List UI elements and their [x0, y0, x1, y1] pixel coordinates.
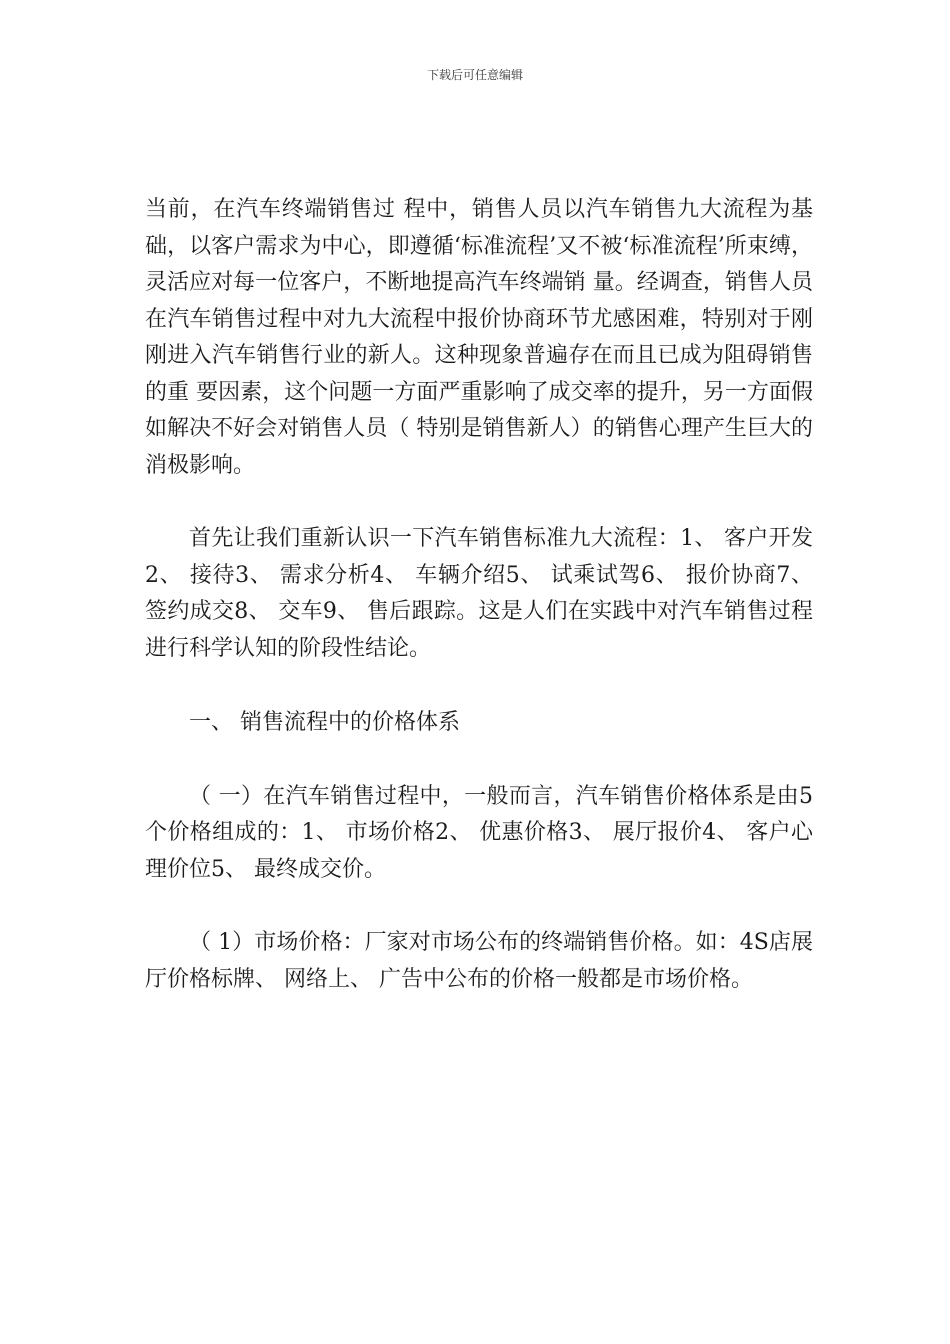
paragraph-intro: 当前，在汽车终端销售过 程中，销售人员以汽车销售九大流程为基础，以客户需求为中心，即遵循‘标准流程’又不被‘标准流程’所束缚，灵活应对每一位客户，不断地提高汽车终端销 量。经调查，销售人员在汽车销售过程中对九大流程中报价协商环节尤感困难，特别对于刚刚进入汽车销售行业的新人。这种现象普遍存在而且已成为阻碍销售的重 要因素，这个问题一方面严重影响了成交率的提升，另一方面假如解决不好会对销售人员（ 特别是销售新人）的销售心理产生巨大的消极影响。 [145, 197, 813, 478]
page-header-note: 下载后可任意编辑 [426, 68, 523, 82]
paragraph-market-price: （ 1）市场价格：厂家对市场公布的终端销售价格。如：4S店展厅价格标牌、 网络上、 广告中公布的价格一般都是市场价格。 [145, 930, 813, 992]
paragraph-price-system: （ 一）在汽车销售过程中，一般而言，汽车销售价格体系是由5个价格组成的：1、 市场价格2、 优惠价格3、 展厅报价4、 客户心理价位5、 最终成交价。 [145, 783, 813, 882]
section-heading-price-system: 一、 销售流程中的价格体系 [189, 710, 460, 735]
paragraph-nine-processes: 首先让我们重新认识一下汽车销售标准九大流程：1、 客户开发2、 接待3、 需求分析4、 车辆介绍5、 试乘试驾6、 报价协商7、 签约成交8、 交车9、 售后跟踪。这是人们在实践中对汽车销售过程进行科学认知的阶段性结论。 [145, 526, 813, 661]
document-body [145, 192, 813, 998]
